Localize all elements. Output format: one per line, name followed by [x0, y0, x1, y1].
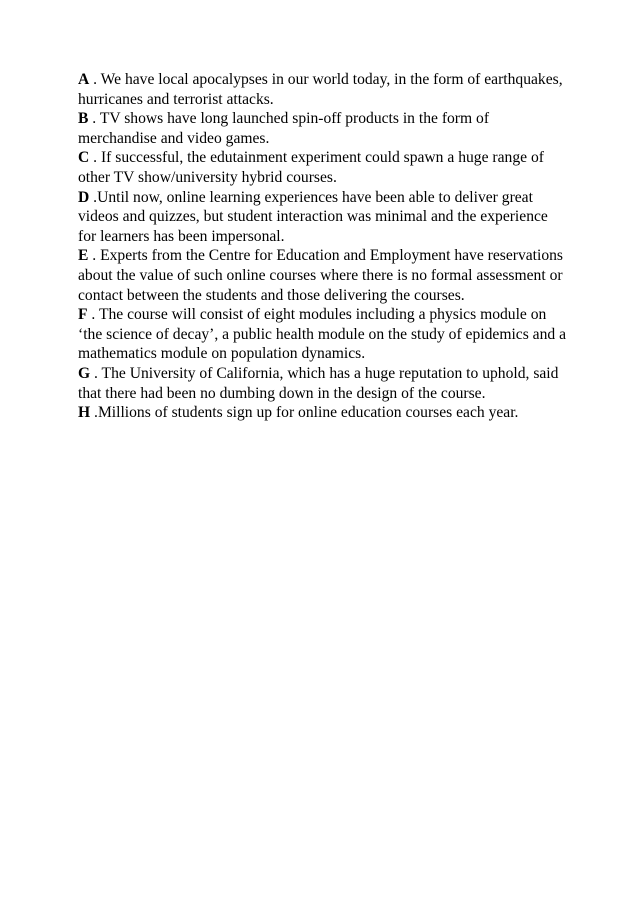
option-text: . The University of California, which has a huge reputation to uphold, said that there had been no dumbing down in the design of the course. — [78, 364, 559, 402]
sentence-options-list — [78, 70, 568, 423]
option-h — [78, 403, 568, 423]
option-letter: E — [78, 247, 89, 265]
option-c — [78, 148, 568, 187]
option-g — [78, 364, 568, 403]
option-letter: D — [78, 188, 90, 206]
option-letter: A — [78, 71, 90, 88]
option-text: . The course will consist of eight modules including a physics module on ‘the science of decay’, a public health module on the study of epidemics and a mathematics module on population dynamics. — [78, 306, 566, 363]
option-letter: C — [78, 149, 90, 167]
option-d — [78, 188, 568, 247]
option-letter: H — [78, 404, 91, 422]
option-text: . We have local apocalypses in our world today, in the form of earthquakes, hurricanes and terrorist attacks. — [78, 71, 563, 108]
option-text: . TV shows have long launched spin-off products in the form of merchandise and video games. — [78, 110, 490, 147]
option-letter: G — [78, 364, 91, 382]
option-text: .Millions of students sign up for online education courses each year. — [90, 404, 519, 422]
option-f — [78, 305, 568, 364]
option-text: .Until now, online learning experiences have been able to deliver great videos and quizzes, but student interaction was minimal and the experience for learners has been impersonal. — [78, 188, 548, 245]
option-a — [78, 70, 568, 109]
option-letter: F — [78, 306, 88, 324]
option-text: . If successful, the edutainment experiment could spawn a huge range of other TV show/university hybrid courses. — [78, 149, 544, 186]
option-text: . Experts from the Centre for Education and Employment have reservations about the value of such online courses where there is no formal assessment or contact between the students and those delivering the courses. — [78, 247, 564, 304]
option-b — [78, 109, 568, 148]
option-letter: B — [78, 110, 89, 128]
option-e — [78, 246, 568, 305]
